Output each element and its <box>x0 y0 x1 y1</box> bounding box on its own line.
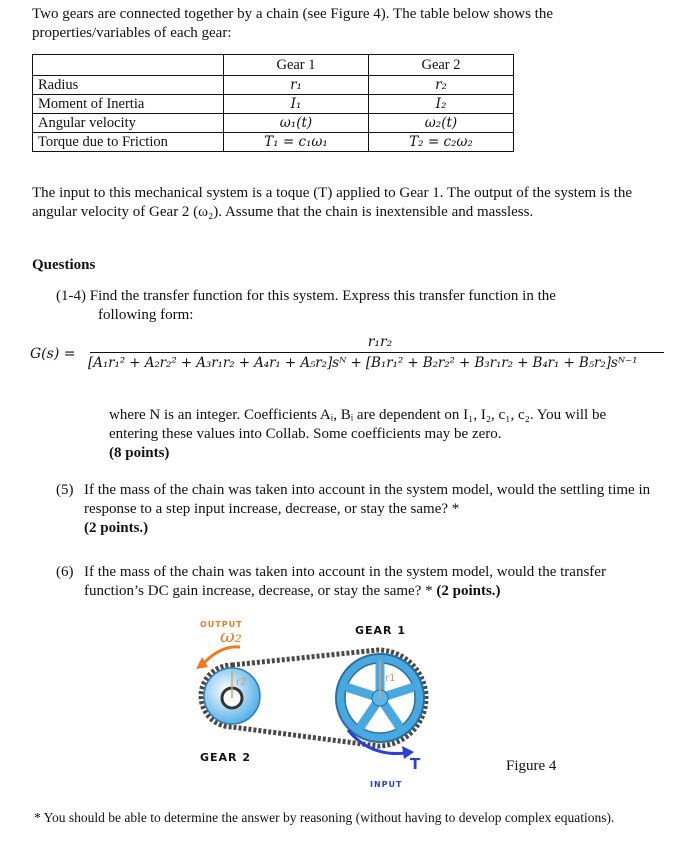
transfer-function-equation <box>30 333 670 375</box>
question-6 <box>56 563 656 601</box>
gear-1-icon <box>336 654 424 742</box>
question-body <box>84 481 656 538</box>
points-label: (2 points.) <box>436 583 501 599</box>
system-description: The input to this mechanical system is a toque (T) applied to Gear 1. The output of the system is the angular velocity of Gear 2 (ω₂). Assume that the chain is inextensible and massless. <box>32 185 633 220</box>
question-number: (1-4) <box>56 288 86 304</box>
table-row <box>33 76 514 95</box>
gear-chain-figure <box>180 605 450 795</box>
question-1-4 <box>56 287 656 325</box>
transfer-function-denominator: [A₁r₁² + A₂r₂² + A₃r₁r₂ + A₄r₁ + A₅r₂]sᴺ + [B₁r₁² + B₂r₂² + B₃r₁r₂ + B₄r₁ + B₅r₂]sᴺ⁻¹ <box>88 355 638 371</box>
input-label: INPUT <box>370 780 403 789</box>
points-label: (2 points.) <box>84 520 149 536</box>
question-body <box>84 563 656 601</box>
table-row <box>33 133 514 152</box>
figure-caption: Figure 4 <box>506 758 557 774</box>
table-row <box>33 95 514 114</box>
transfer-function-numerator: r₁r₂ <box>367 334 393 350</box>
question-text: If the mass of the chain was taken into account in the system model, would the settling time in response to a step input increase, decrease, or stay the same? * <box>84 482 651 517</box>
row-label: Angular velocity <box>33 114 224 133</box>
fraction-bar <box>90 352 664 353</box>
torque-label: T <box>410 755 422 773</box>
table-header-row <box>33 55 514 76</box>
row-label: Radius <box>33 76 224 95</box>
table-header-empty <box>33 55 224 76</box>
table-header-gear1: Gear 1 <box>224 55 369 76</box>
gear1-value: r₁ <box>224 76 369 95</box>
question-number: (6) <box>56 564 74 580</box>
question-number: (5) <box>56 482 74 498</box>
coefficient-explanation <box>109 406 654 463</box>
gear2-value: ω₂(t) <box>369 114 514 133</box>
question-5 <box>56 481 656 538</box>
question-text-line2: following form: <box>98 307 194 323</box>
svg-text:r1: r1 <box>385 673 396 684</box>
where-text: where N is an integer. Coefficients Aᵢ, Bᵢ are dependent on I₁, I₂, c₁, c₂. You will be entering these values into Collab. Some coefficients may be zero. <box>109 407 607 442</box>
gear2-value: I₂ <box>369 95 514 114</box>
intro-paragraph: Two gears are connected together by a chain (see Figure 4). The table below shows the properties/variables of each gear: <box>32 6 553 41</box>
points-label: (8 points) <box>109 445 170 461</box>
question-text-line1: Find the transfer function for this system. Express this transfer function in the <box>89 288 556 304</box>
row-label: Torque due to Friction <box>33 133 224 152</box>
gear1-value: T₁ = c₁ω₁ <box>224 133 369 152</box>
gear-properties-table <box>32 54 514 152</box>
footnote: * You should be able to determine the answer by reasoning (without having to develop complex equations). <box>34 810 615 825</box>
gear-2-label: GEAR 2 <box>200 751 252 764</box>
questions-heading: Questions <box>32 257 96 273</box>
output-label: OUTPUT <box>200 620 243 629</box>
table-row <box>33 114 514 133</box>
omega-label: ω₂ <box>220 626 242 647</box>
transfer-function-lhs: G(s) = <box>30 346 76 362</box>
gear1-value: ω₁(t) <box>224 114 369 133</box>
row-label: Moment of Inertia <box>33 95 224 114</box>
gear2-value: r₂ <box>369 76 514 95</box>
gear2-value: T₂ = c₂ω₂ <box>369 133 514 152</box>
gear-2-icon <box>204 668 260 724</box>
gear1-value: I₁ <box>224 95 369 114</box>
table-header-gear2: Gear 2 <box>369 55 514 76</box>
svg-text:r2: r2 <box>236 677 247 688</box>
question-text: If the mass of the chain was taken into account in the system model, would the transfer function’s DC gain increase, decrease, or stay the same? * <box>84 564 606 599</box>
gear-1-label: GEAR 1 <box>355 624 407 637</box>
